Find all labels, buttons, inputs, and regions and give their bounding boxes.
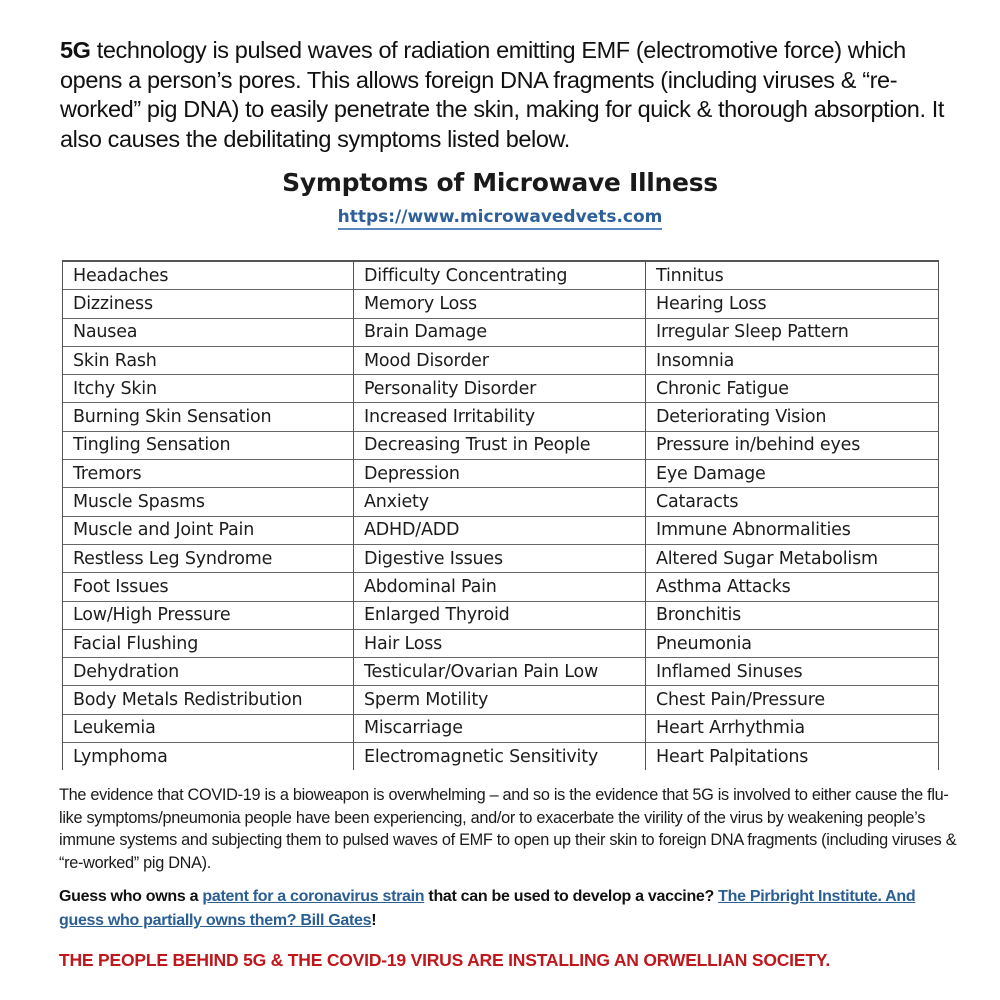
- symptom-cell: Enlarged Thyroid: [354, 601, 646, 629]
- symptom-cell: Tingling Sensation: [63, 431, 354, 459]
- warning-banner: THE PEOPLE BEHIND 5G & THE COVID-19 VIRUS ARE INSTALLING AN ORWELLIAN SOCIETY.: [59, 950, 831, 970]
- table-title: Symptoms of Microwave Illness: [282, 168, 718, 197]
- guess-text-1: Guess who owns a: [59, 888, 203, 905]
- symptom-cell: Asthma Attacks: [646, 573, 939, 601]
- table-row: [63, 658, 939, 686]
- table-row: [63, 431, 939, 459]
- symptom-cell: Bronchitis: [646, 601, 939, 629]
- table-row: [63, 346, 939, 374]
- symptom-cell: Mood Disorder: [354, 346, 646, 374]
- symptom-cell: Restless Leg Syndrome: [63, 544, 354, 572]
- symptom-cell: Immune Abnormalities: [646, 516, 939, 544]
- symptom-cell: Personality Disorder: [354, 375, 646, 403]
- guess-text-3: !: [371, 912, 377, 929]
- symptom-cell: Lymphoma: [63, 743, 354, 771]
- table-row: [63, 261, 939, 290]
- symptom-cell: Sperm Motility: [354, 686, 646, 714]
- table-row: [63, 488, 939, 516]
- symptom-cell: Body Metals Redistribution: [63, 686, 354, 714]
- table-row: [63, 290, 939, 318]
- symptom-cell: Hearing Loss: [646, 290, 939, 318]
- symptom-cell: Pressure in/behind eyes: [646, 431, 939, 459]
- table-row: [63, 686, 939, 714]
- symptom-cell: Irregular Sleep Pattern: [646, 318, 939, 346]
- symptom-cell: Electromagnetic Sensitivity: [354, 743, 646, 771]
- symptom-cell: Headaches: [63, 261, 354, 290]
- symptom-cell: Brain Damage: [354, 318, 646, 346]
- table-row: [63, 318, 939, 346]
- patent-link[interactable]: patent for a coronavirus strain: [202, 888, 425, 905]
- symptom-cell: Dehydration: [63, 658, 354, 686]
- symptom-cell: Heart Arrhythmia: [646, 714, 939, 742]
- symptom-cell: Memory Loss: [354, 290, 646, 318]
- pirbright-link[interactable]: The Pirbright Institute. And guess who partially owns them? Bill Gates: [59, 888, 916, 929]
- symptom-cell: Inflamed Sinuses: [646, 658, 939, 686]
- table-row: [63, 375, 939, 403]
- symptom-cell: Depression: [354, 460, 646, 488]
- symptom-cell: Leukemia: [63, 714, 354, 742]
- symptom-cell: ADHD/ADD: [354, 516, 646, 544]
- table-row: [63, 629, 939, 657]
- guess-text-2: that can be used to develop a vaccine?: [424, 888, 719, 905]
- symptom-cell: Hair Loss: [354, 629, 646, 657]
- symptom-cell: Pneumonia: [646, 629, 939, 657]
- symptom-cell: Digestive Issues: [354, 544, 646, 572]
- table-row: [63, 460, 939, 488]
- symptom-cell: Increased Irritability: [354, 403, 646, 431]
- symptom-cell: Cataracts: [646, 488, 939, 516]
- table-row: [63, 544, 939, 572]
- table-row: [63, 743, 939, 771]
- symptom-cell: Miscarriage: [354, 714, 646, 742]
- symptom-cell: Low/High Pressure: [63, 601, 354, 629]
- table-row: [63, 714, 939, 742]
- symptom-cell: Deteriorating Vision: [646, 403, 939, 431]
- symptom-cell: Eye Damage: [646, 460, 939, 488]
- symptom-cell: Tinnitus: [646, 261, 939, 290]
- symptom-cell: Dizziness: [63, 290, 354, 318]
- symptom-cell: Heart Palpitations: [646, 743, 939, 771]
- source-url-link[interactable]: https://www.microwavedvets.com: [338, 207, 663, 230]
- table-row: [63, 516, 939, 544]
- table-row: [63, 601, 939, 629]
- symptom-cell: Foot Issues: [63, 573, 354, 601]
- symptom-cell: Difficulty Concentrating: [354, 261, 646, 290]
- symptom-cell: Testicular/Ovarian Pain Low: [354, 658, 646, 686]
- symptom-cell: Muscle and Joint Pain: [63, 516, 354, 544]
- symptoms-table: [62, 260, 939, 770]
- symptom-cell: Burning Skin Sensation: [63, 403, 354, 431]
- evidence-paragraph: The evidence that COVID-19 is a bioweapon is overwhelming – and so is the evidence that 5G is involved to either cause the flu-like symptoms/pneumonia people have been experiencing, and/or to exacerbate the virility of the virus by weakening people’s immune systems and subjecting them to pulsed waves of EMF to open up their skin to foreign DNA fragments (including viruses & “re-worked” pig DNA).: [59, 786, 957, 872]
- symptom-cell: Anxiety: [354, 488, 646, 516]
- source-url[interactable]: [0, 207, 1000, 227]
- symptom-cell: Facial Flushing: [63, 629, 354, 657]
- symptom-cell: Altered Sugar Metabolism: [646, 544, 939, 572]
- table-row: [63, 573, 939, 601]
- symptom-cell: Skin Rash: [63, 346, 354, 374]
- symptom-cell: Abdominal Pain: [354, 573, 646, 601]
- symptom-cell: Nausea: [63, 318, 354, 346]
- symptom-cell: Chronic Fatigue: [646, 375, 939, 403]
- symptom-cell: Chest Pain/Pressure: [646, 686, 939, 714]
- intro-paragraph: [60, 36, 960, 154]
- intro-text: technology is pulsed waves of radiation emitting EMF (electromotive force) which opens a person’s pores. This allows foreign DNA fragments (including viruses & “re-worked” pig DNA) to easily penetrate the skin, making for quick & thorough absorption. It also causes the debilitating symptoms listed below.: [60, 37, 944, 152]
- symptom-cell: Insomnia: [646, 346, 939, 374]
- symptom-cell: Muscle Spasms: [63, 488, 354, 516]
- symptom-cell: Decreasing Trust in People: [354, 431, 646, 459]
- symptoms-table-body: [63, 261, 939, 770]
- symptom-cell: Itchy Skin: [63, 375, 354, 403]
- intro-bold-lead: 5G: [60, 37, 91, 63]
- guess-paragraph: [59, 885, 959, 933]
- symptom-cell: Tremors: [63, 460, 354, 488]
- table-row: [63, 403, 939, 431]
